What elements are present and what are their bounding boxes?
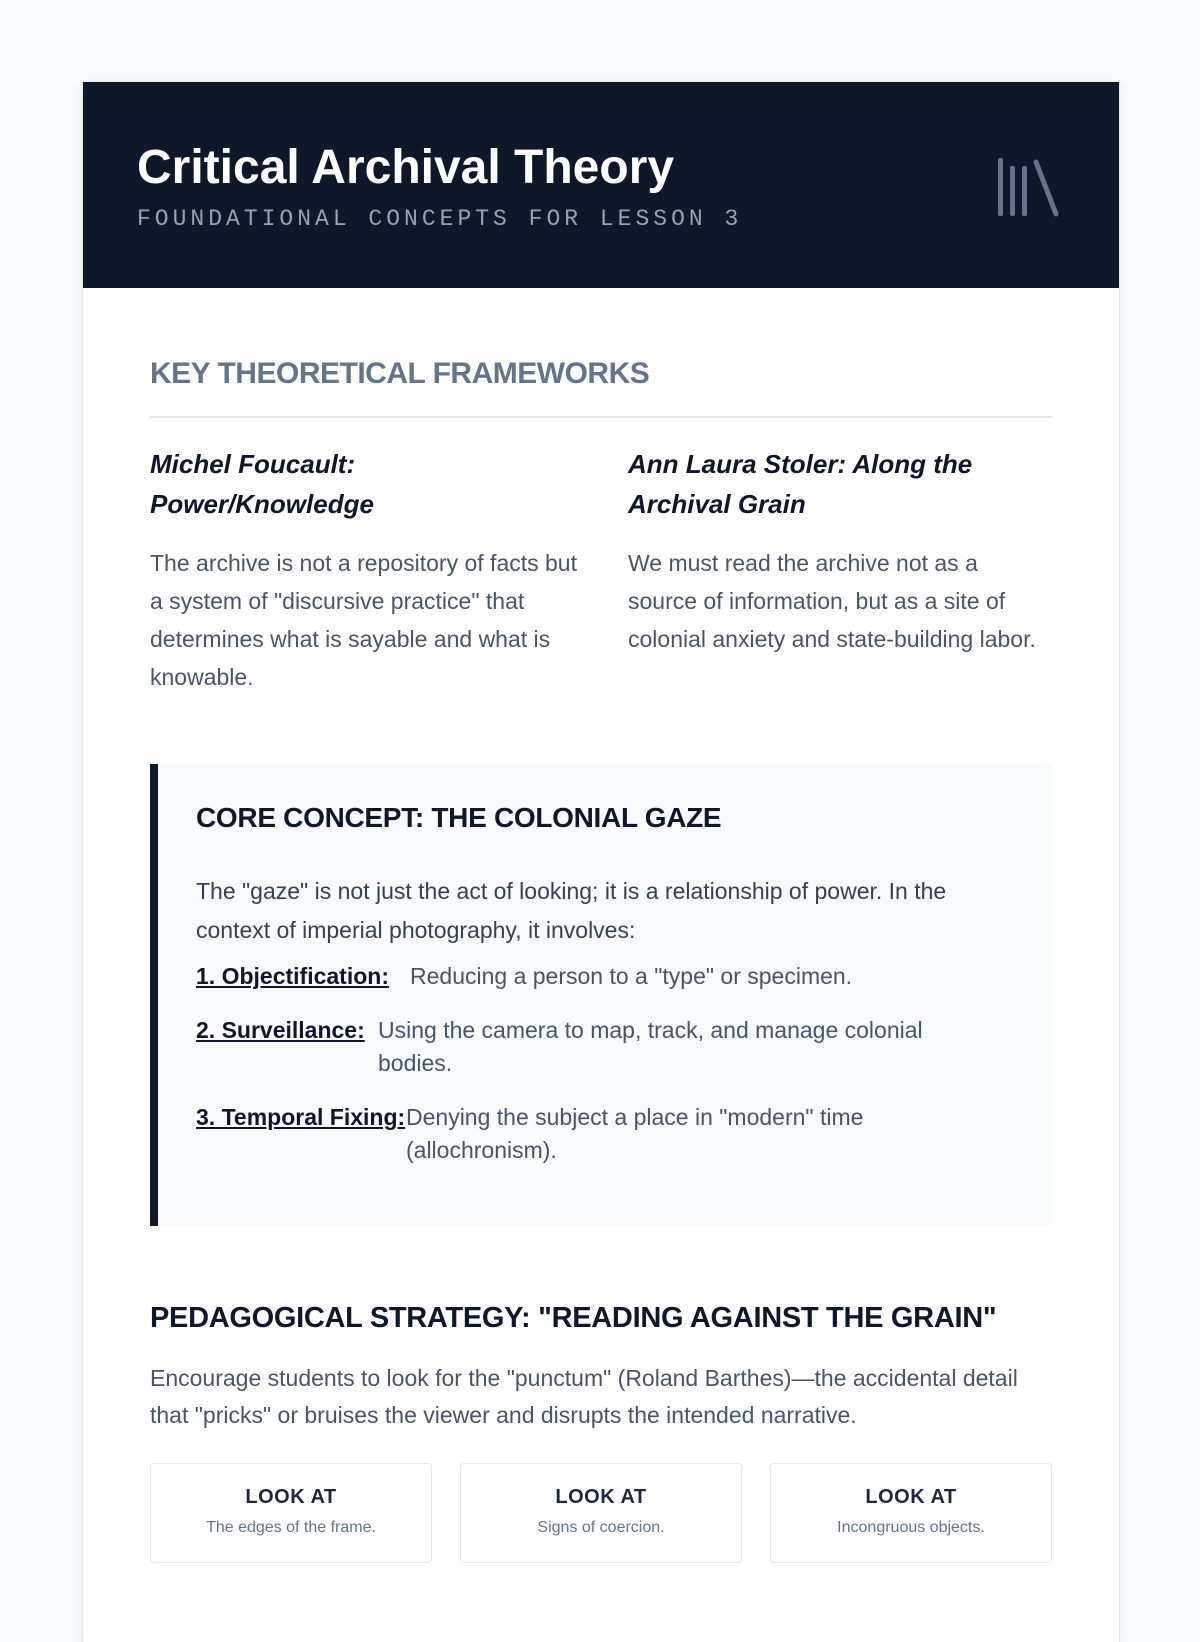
page-title: Critical Archival Theory <box>137 141 675 194</box>
framework-foucault <box>150 444 580 696</box>
look-at-label: LOOK AT <box>245 1486 337 1508</box>
concept-desc: Denying the subject a place in "modern" time (allochronism). <box>406 1104 864 1163</box>
section-divider <box>150 416 1052 418</box>
lesson-card <box>82 82 1120 1642</box>
look-at-desc: Incongruous objects. <box>837 1519 985 1536</box>
concept-term: 2. Surveillance: <box>196 1017 365 1043</box>
core-concept-intro: The "gaze" is not just the act of looking; it is a relationship of power. In the context of imperial photography, it involves: <box>196 878 947 943</box>
framework-stoler <box>628 444 1052 658</box>
concept-term: 3. Temporal Fixing: <box>196 1104 406 1130</box>
concept-item <box>196 1101 946 1167</box>
look-at-card <box>770 1463 1052 1563</box>
framework-heading: Ann Laura Stoler: Along the Archival Grain <box>628 449 973 519</box>
framework-heading: Michel Foucault: Power/Knowledge <box>150 449 374 519</box>
concept-item <box>196 1014 978 1080</box>
look-at-card <box>460 1463 742 1563</box>
frameworks-title: KEY THEORETICAL FRAMEWORKS <box>150 357 650 390</box>
look-at-desc: The edges of the frame. <box>206 1519 376 1536</box>
look-at-desc: Signs of coercion. <box>537 1519 665 1536</box>
concept-desc: Using the camera to map, track, and manage colonial bodies. <box>378 1017 923 1076</box>
framework-text: The archive is not a repository of facts but a system of "discursive practice" that determines what is sayable and what is knowable. <box>150 550 577 690</box>
page-subtitle: FOUNDATIONAL CONCEPTS FOR LESSON 3 <box>137 206 743 232</box>
look-at-label: LOOK AT <box>555 1486 647 1508</box>
core-concept-box <box>150 764 1052 1226</box>
look-at-label: LOOK AT <box>865 1486 957 1508</box>
concept-desc: Reducing a person to a "type" or specimen. <box>410 963 853 989</box>
header <box>83 82 1119 288</box>
pedagogy-text: Encourage students to look for the "punctum" (Roland Barthes)—the accidental detail that "pricks" or bruises the viewer and disrupts the intended narrative. <box>150 1365 1018 1428</box>
framework-text: We must read the archive not as a source of information, but as a site of colonial anxiety and state-building labor. <box>628 550 1036 652</box>
pedagogy-title: PEDAGOGICAL STRATEGY: "READING AGAINST THE GRAIN" <box>150 1302 997 1334</box>
look-at-card <box>150 1463 432 1563</box>
concept-item <box>196 960 970 993</box>
library-books-icon <box>993 152 1063 222</box>
concept-term: 1. Objectification: <box>196 963 389 989</box>
core-concept-title: CORE CONCEPT: THE COLONIAL GAZE <box>196 802 722 833</box>
